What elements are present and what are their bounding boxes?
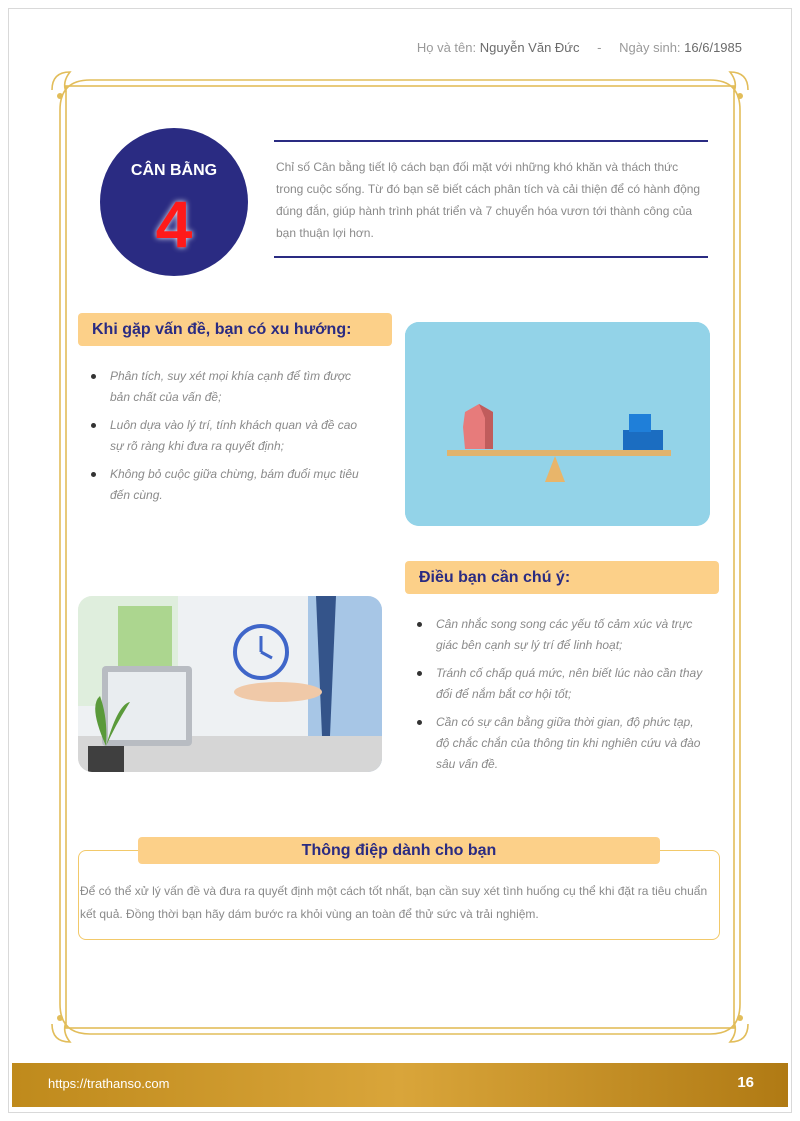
list-item: Tránh cố chấp quá mức, nên biết lúc nào cần thay đổi để nắm bắt cơ hội tốt; bbox=[408, 663, 708, 705]
list-item: Phân tích, suy xét mọi khía cạnh để tìm được bản chất của vấn đề; bbox=[82, 366, 372, 408]
birth-label: Ngày sinh: bbox=[619, 40, 681, 55]
personal-info-line bbox=[417, 40, 742, 55]
header-separator: - bbox=[597, 40, 602, 55]
message-text: Để có thể xử lý vấn đề và đưa ra quyết định một cách tốt nhất, bạn cần suy xét tình huống cụ thể khi đặt ra tiêu chuẩn kết quả. Đồng thời bạn hãy dám bước ra khỏi vùng an toàn để thử sức và trải nghiệm. bbox=[80, 884, 708, 921]
list-item: Cân nhắc song song các yếu tố cảm xúc và trực giác bên cạnh sự lý trí để linh hoạt; bbox=[408, 614, 708, 656]
balance-number-badge bbox=[100, 128, 248, 276]
tendency-heading bbox=[78, 313, 392, 346]
message-title: Thông điệp dành cho bạn bbox=[138, 837, 660, 864]
birth-value: 16/6/1985 bbox=[684, 40, 742, 55]
badge-number: 4 bbox=[155, 187, 193, 261]
tendency-heading-text: Khi gặp vấn đề, bạn có xu hướng: bbox=[92, 320, 352, 338]
office-illustration bbox=[78, 596, 382, 772]
list-item: Không bỏ cuộc giữa chừng, bám đuổi mục tiêu đến cùng. bbox=[82, 464, 372, 506]
attention-heading-text: Điều bạn cần chú ý: bbox=[419, 568, 571, 586]
name-value: Nguyễn Văn Đức bbox=[479, 40, 580, 55]
businessman-clock-image bbox=[78, 596, 382, 772]
name-label: Họ và tên: bbox=[416, 40, 477, 55]
balance-scale-image bbox=[405, 322, 710, 526]
seesaw-illustration bbox=[405, 322, 710, 526]
badge-title: CÂN BẰNG bbox=[130, 162, 218, 179]
list-item: Cần có sự cân bằng giữa thời gian, độ phức tạp, độ chắc chắn của thông tin khi nghiên cứu và đào sâu vấn đề. bbox=[408, 712, 708, 775]
footer-bar bbox=[12, 1063, 788, 1107]
intro-text: Chỉ số Cân bằng tiết lộ cách bạn đối mặt với những khó khăn và thách thức trong cuộc sống. Từ đó bạn sẽ biết cách phân tích và cải thiện để có hành động đúng đắn, giúp hành trình phát triển và 7 chuyển hóa vươn tới thành công của bạn thuận lợi hơn. bbox=[276, 160, 701, 240]
attention-heading bbox=[405, 561, 719, 594]
attention-list bbox=[408, 614, 708, 782]
intro-box bbox=[274, 140, 708, 258]
footer-url[interactable]: https://trathanso.com bbox=[48, 1076, 170, 1091]
tendency-list bbox=[82, 366, 372, 513]
page-number: 16 bbox=[737, 1074, 754, 1091]
list-item: Luôn dựa vào lý trí, tính khách quan và đề cao sự rõ ràng khi đưa ra quyết định; bbox=[82, 415, 372, 457]
